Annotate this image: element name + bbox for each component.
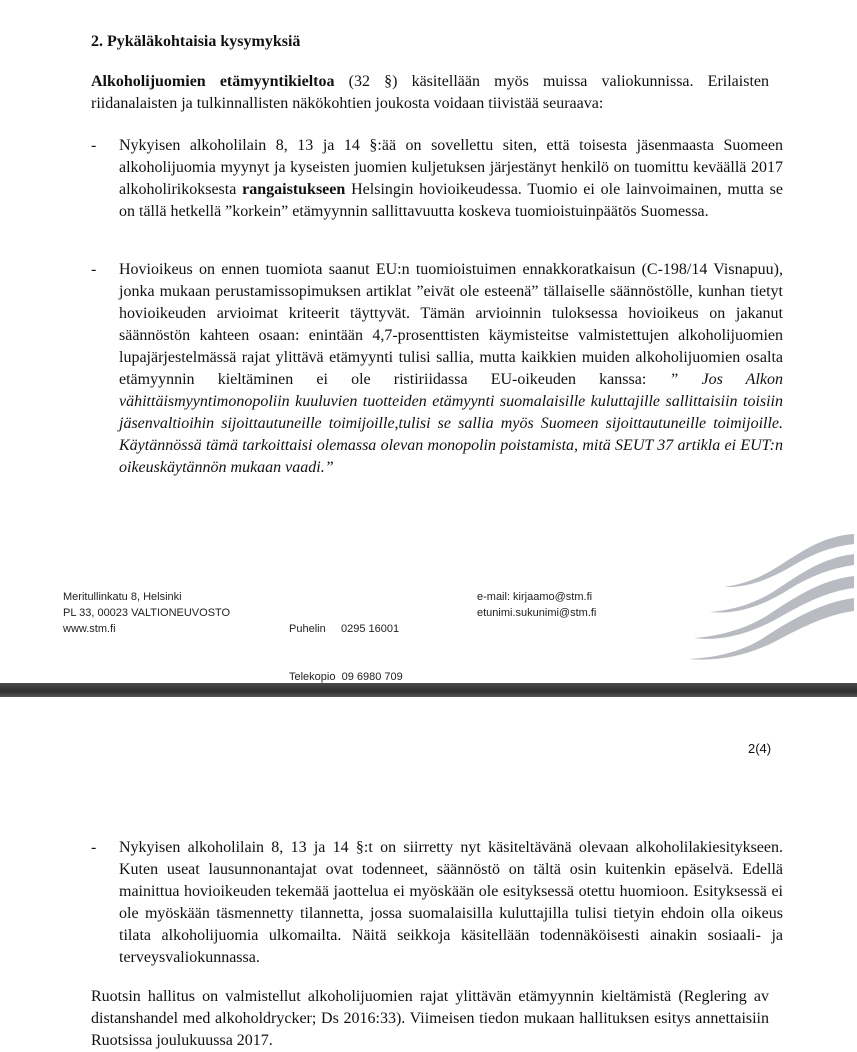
list-item-2-quote: ” Jos Alkon vähittäismyyntimonopoliin kuuluvien tuotteiden etämyynti suomalaisille kuluttajille sallittaisiin toisiin jäsenvaltioihin sijoittautuneille toimijoille,tulisi se sallia myös Suomeen sijoittautuneille toimijoille. Käytännössä tämä tarkoittaisi olemassa olevan monopolin poistamista, mitä SEUT 37 artikla ei EUT:n oikeuskäytännön mukaan vaadi.” — [119, 371, 783, 476]
list-item-1-bold: rangaistukseen — [242, 181, 346, 198]
ministry-wave-logo — [654, 532, 854, 662]
footer-address — [63, 589, 230, 637]
footer-postbox: PL 33, 00023 VALTIONEUVOSTO — [63, 607, 231, 619]
footer-email — [477, 589, 596, 621]
footer-telephone: Puhelin 0295 16001 — [289, 623, 400, 635]
page-number: 2(4) — [748, 741, 772, 756]
footer-email-personal: etunimi.sukunimi@stm.fi — [477, 607, 597, 619]
list-item-1-text-b: Helsingin hovioikeudessa. Tuomio ei ole lainvoimainen, mutta se on tällä hetkellä ”korkein” etämyynnin sallittavuutta koskeva tuomioistuinpäätös Suomessa. — [119, 181, 784, 220]
list-item-1 — [119, 135, 783, 223]
bullet-marker-1: - — [91, 137, 97, 154]
footer-street: Meritullinkatu 8, Helsinki — [63, 591, 182, 603]
closing-paragraph: Ruotsin hallitus on valmistellut alkoholijuomien rajat ylittävän etämyynnin kieltämistä (Reglering av distanshandel med alkoholdrycker; Ds 2016:33). Viimeisen tiedon mukaan hallituksen esitys annettaisiin Ruotsissa joulukuussa 2017. — [91, 988, 769, 1049]
bullet-marker-3: - — [91, 839, 97, 856]
list-item-1-text-a: Nykyisen alkoholilain 8, 13 ja 14 §:ää on sovellettu siten, että toisesta jäsenmaasta Suomeen alkoholijuomia myynyt ja kyseisten juomien kuljetuksen järjestänyt henkilö on tuomittu keväällä 2017 alkoholirikoksesta — [119, 137, 783, 198]
footer-website: www.stm.fi — [63, 623, 116, 635]
list-item-2-text: Hovioikeus on ennen tuomiota saanut EU:n tuomioistuimen ennakkoratkaisun (C-198/14 Visnapuu), jonka mukaan perustamissopimuksen artiklat ”eivät ole esteenä” tällaiselle säännöstölle, kunhan tietyt hovioikeuden arvioimat kriteerit täyttyvät. Tämän arvioinnin tuloksessa hovioikeus on jakanut säännöstön kahteen osaan: enintään 4,7-prosenttisten käymisteitse valmistettujen alkoholijuomien lupajärjestelmässä rajat ylittävä etämyynti tulisi sallia, mutta kaikkien muiden alkoholijuomien osalta etämyynnin kieltäminen ei ole ristiriidassa EU-oikeuden kanssa: — [119, 261, 783, 388]
bullet-marker-2: - — [91, 261, 97, 278]
list-item-3: Nykyisen alkoholilain 8, 13 ja 14 §:t on siirretty nyt käsiteltävänä olevaan alkoholilakiesitykseen. Kuten useat lausunnonantajat ovat todenneet, säännöstö on tältä osin kuitenkin epäselvä. Edellä mainittua hovioikeuden tekemää jaottelua ei myöskään ole esityksessä otettu huomioon. Esityksessä ei ole myöskään täsmennetty tilannetta, jossa suomalaisilla kuluttajilla tulisi tietyin ehdoin olla oikeus tilata alkoholijuomia ulkomailta. Näitä seikkoja käsitellään todennäköisesti ainakin sosiaali- ja terveysvaliokunnassa. — [119, 839, 783, 966]
document-page-2 — [0, 697, 857, 1051]
intro-paragraph — [91, 71, 769, 115]
intro-text: (32 §) käsitellään myös muissa valiokunnissa. Erilaisten riidanalaisten ja tulkinnallisten näkökohtien joukosta voidaan tiivistää seuraava: — [91, 73, 769, 112]
list-item-2 — [119, 259, 783, 479]
intro-bold-lead: Alkoholijuomien etämyyntikieltoa — [91, 73, 335, 90]
footer-fax: Telekopio 09 6980 709 — [289, 671, 403, 683]
section-heading: 2. Pykäläkohtaisia kysymyksiä — [91, 33, 301, 50]
page-divider — [0, 683, 857, 697]
footer-email-registry: e-mail: kirjaamo@stm.fi — [477, 591, 593, 603]
